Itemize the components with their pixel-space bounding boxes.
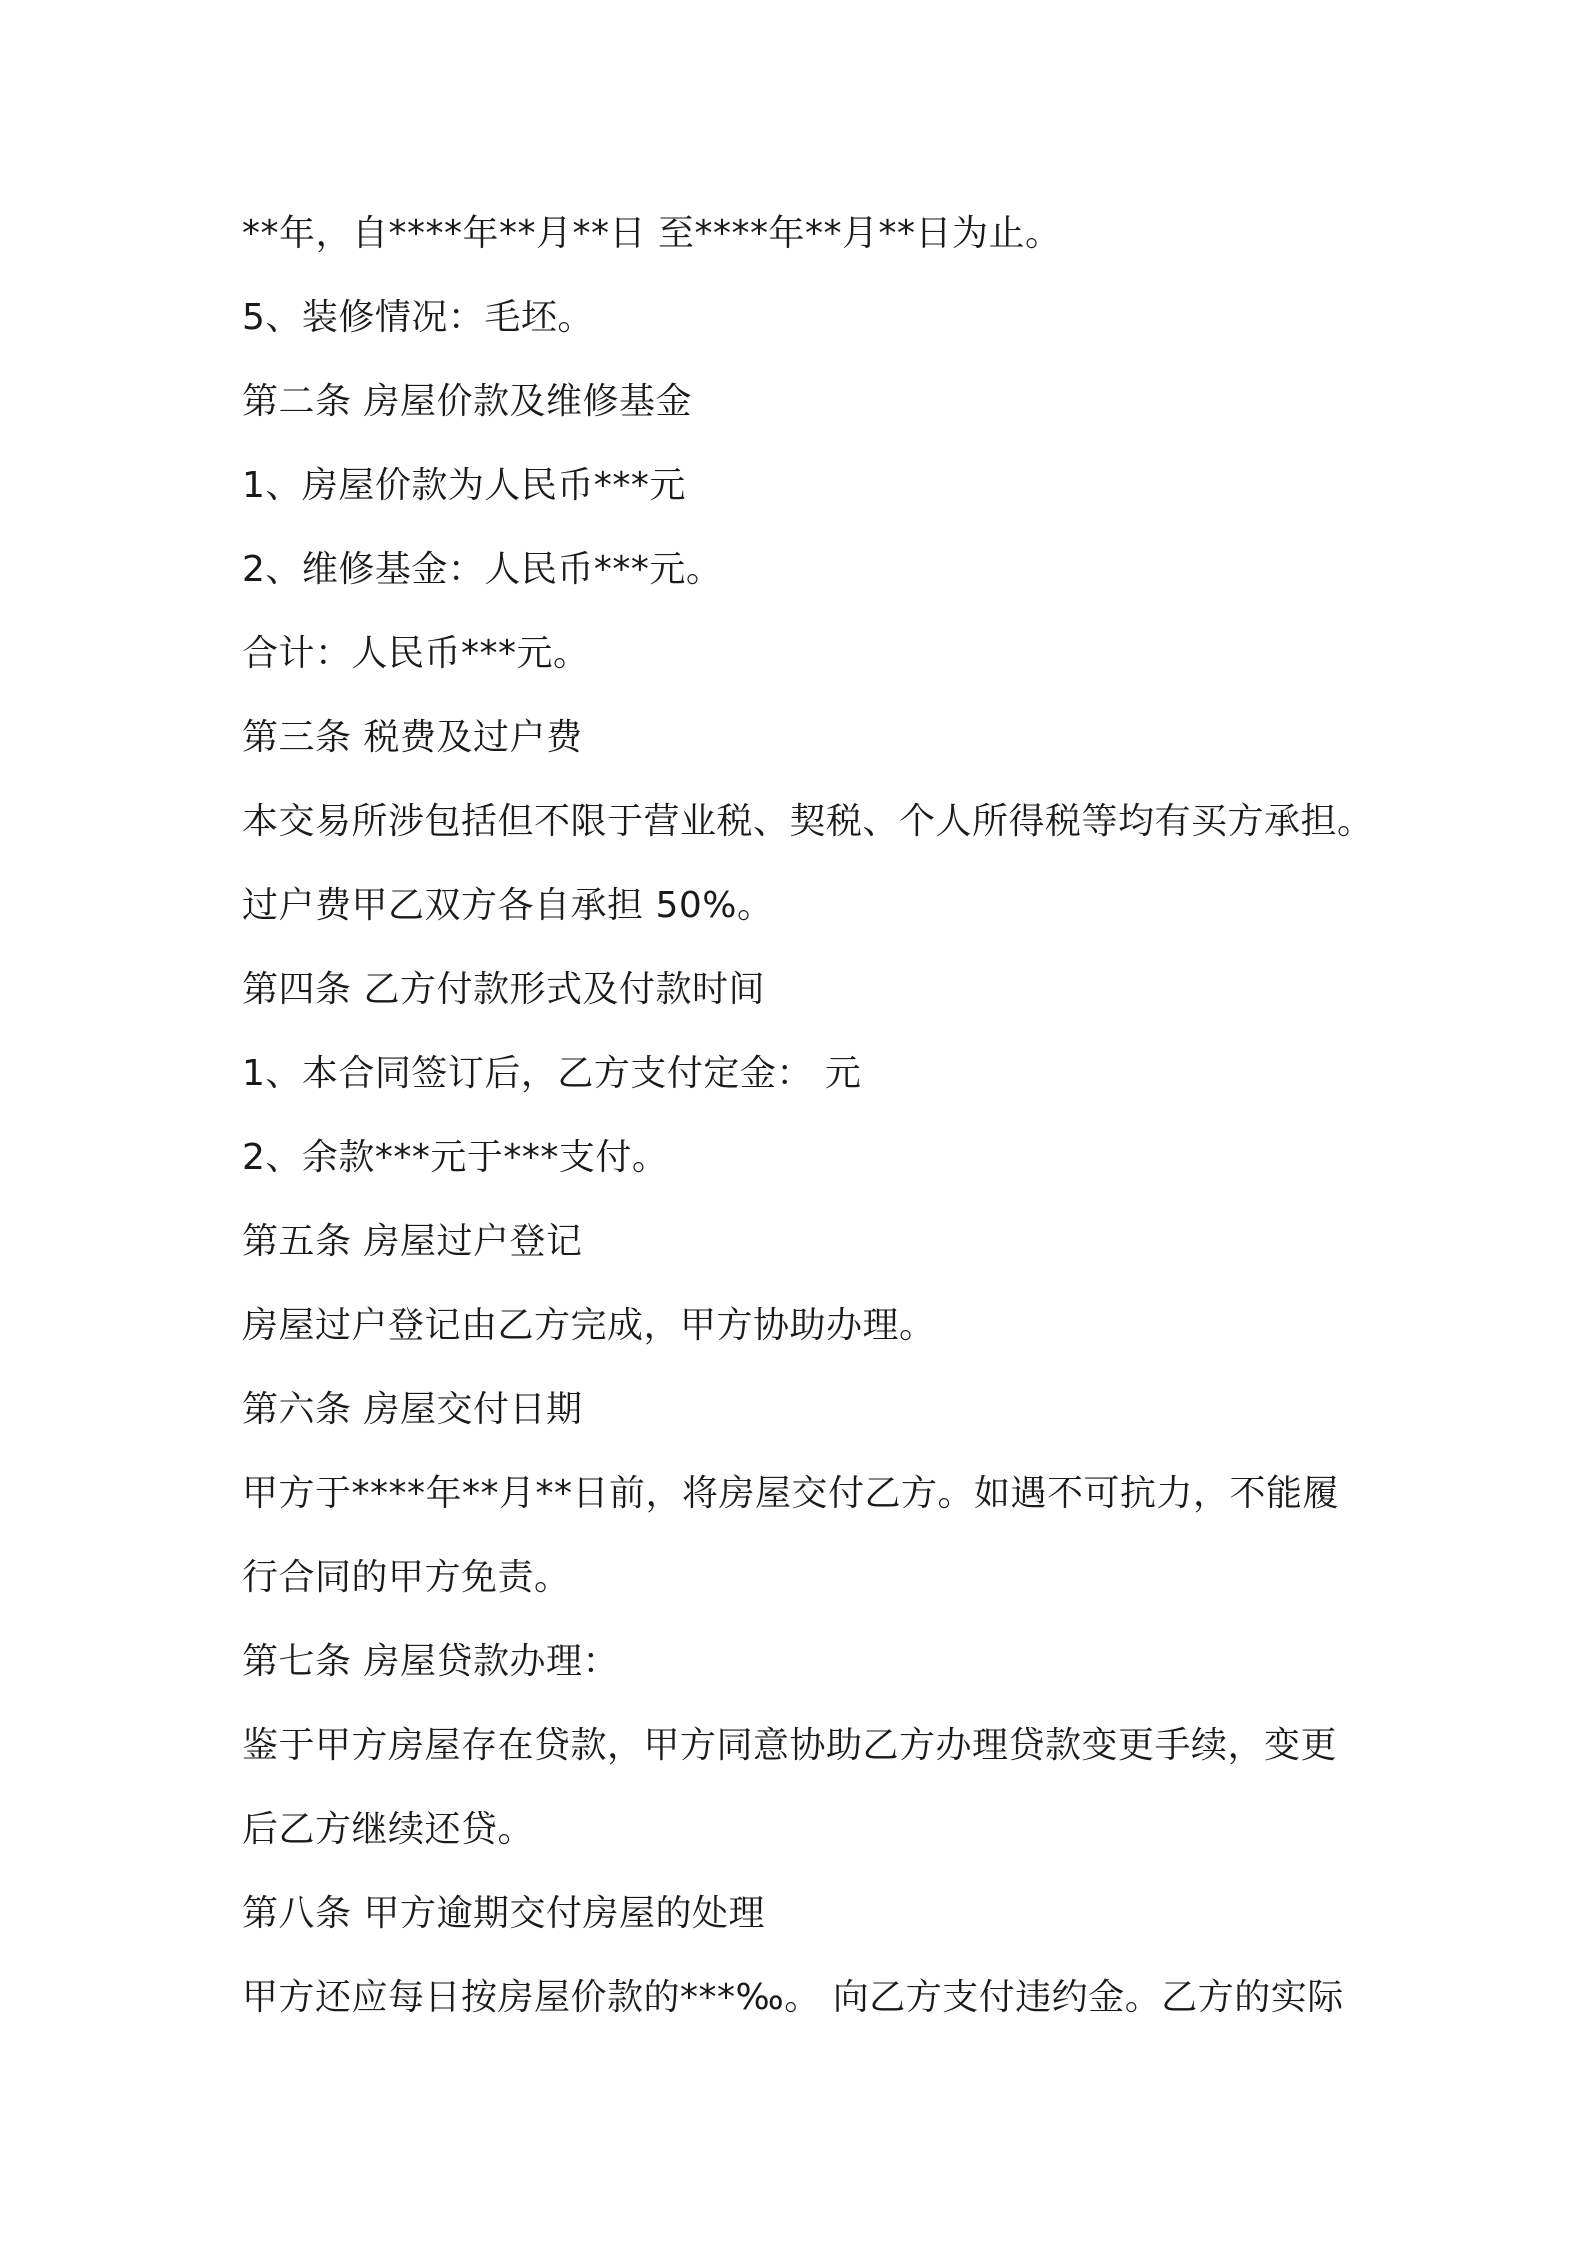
decoration-status-line: 5、装修情况：毛坯。 (242, 297, 594, 338)
total-amount-line: 合计：人民币***元。 (242, 633, 590, 674)
loan-line: 鉴于甲方房屋存在贷款，甲方同意协助乙方办理贷款变更手续，变更 (242, 1725, 1338, 1766)
article-5-heading: 第五条 房屋过户登记 (242, 1221, 583, 1262)
transfer-registration-line: 房屋过户登记由乙方完成，甲方协助办理。 (242, 1305, 936, 1346)
delivery-date-line-cont: 行合同的甲方免责。 (242, 1557, 571, 1598)
penalty-line: 甲方还应每日按房屋价款的***‰。 向乙方支付违约金。乙方的实际 (242, 1977, 1344, 2018)
article-2-heading: 第二条 房屋价款及维修基金 (242, 381, 692, 422)
contract-term-line: **年，自****年**月**日 至****年**月**日为止。 (242, 213, 1062, 254)
maintenance-fund-line: 2、维修基金：人民币***元。 (242, 549, 723, 590)
house-price-line: 1、房屋价款为人民币***元 (242, 465, 686, 506)
transfer-fee-line: 过户费甲乙双方各自承担 50%。 (242, 885, 774, 926)
document-body (242, 192, 1374, 2040)
article-6-heading: 第六条 房屋交付日期 (242, 1389, 583, 1430)
taxes-line: 本交易所涉包括但不限于营业税、契税、个人所得税等均有买方承担。 (242, 801, 1374, 842)
deposit-line: 1、本合同签订后，乙方支付定金： 元 (242, 1053, 862, 1094)
article-7-heading: 第七条 房屋贷款办理： (242, 1641, 619, 1682)
balance-payment-line: 2、余款***元于***支付。 (242, 1137, 669, 1178)
article-8-heading: 第八条 甲方逾期交付房屋的处理 (242, 1893, 765, 1934)
loan-line-cont: 后乙方继续还贷。 (242, 1809, 535, 1850)
article-3-heading: 第三条 税费及过户费 (242, 717, 583, 758)
delivery-date-line: 甲方于****年**月**日前，将房屋交付乙方。如遇不可抗力，不能履 (242, 1473, 1340, 1514)
article-4-heading: 第四条 乙方付款形式及付款时间 (242, 969, 765, 1010)
